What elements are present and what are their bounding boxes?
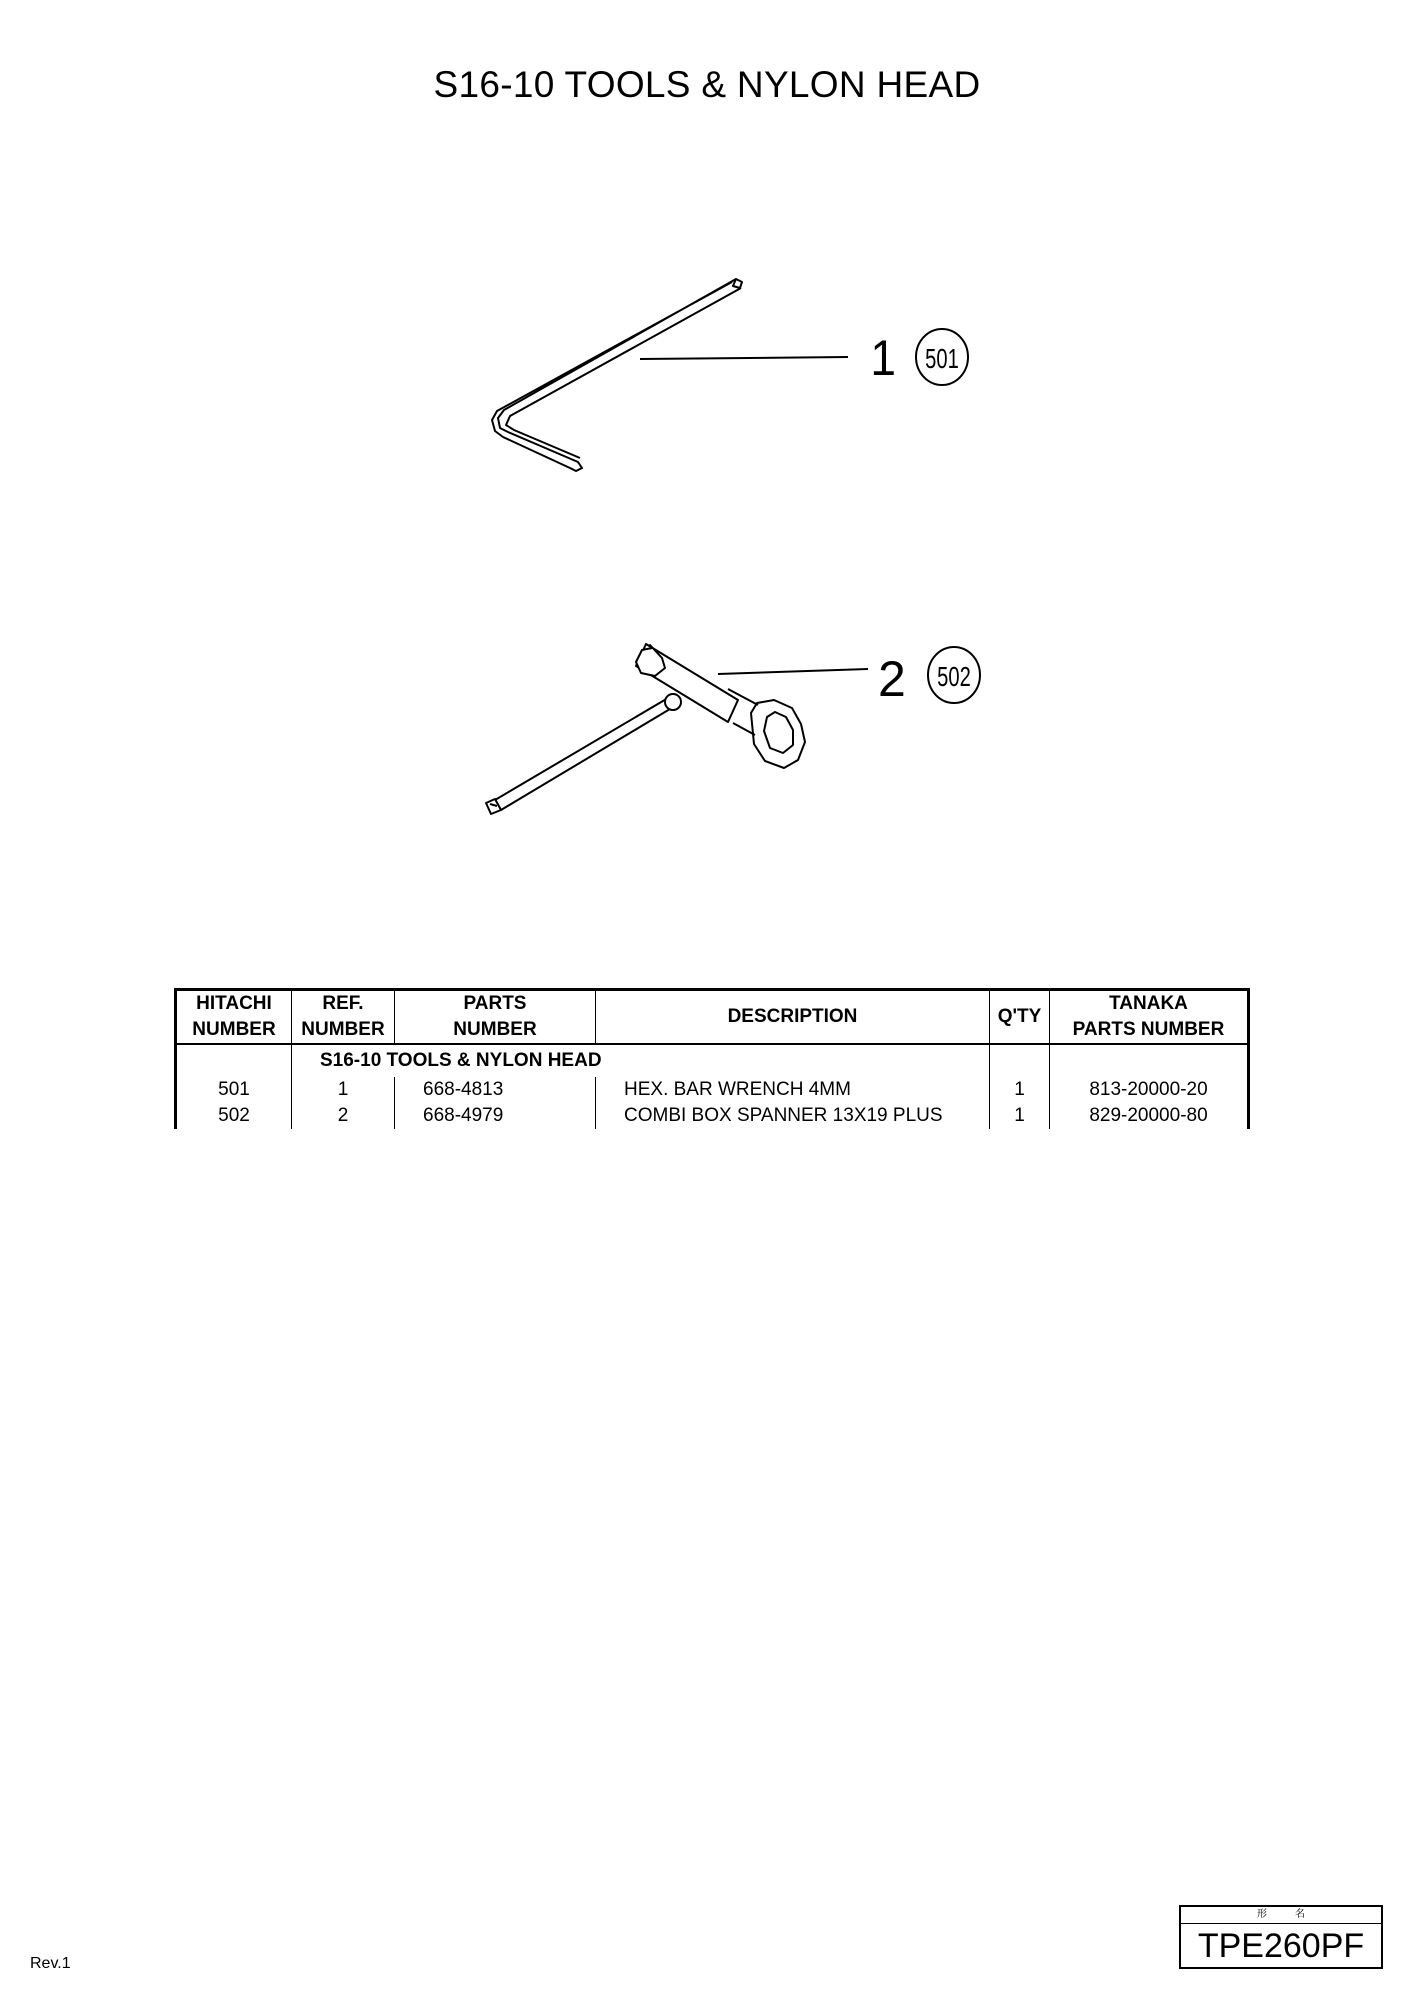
header-hitachi: HITACHI xyxy=(176,990,292,1018)
callout-ref-2: 2 xyxy=(878,651,906,707)
callout-part-2: 502 xyxy=(937,661,971,693)
parts-table xyxy=(174,988,1250,1129)
cell-ref: 1 xyxy=(292,1077,395,1103)
table-row xyxy=(176,1103,1249,1129)
hex-bar-wrench-illustration xyxy=(492,279,848,471)
cell-description: HEX. BAR WRENCH 4MM xyxy=(596,1077,990,1103)
header-parts-number: NUMBER xyxy=(395,1017,596,1044)
cell-ref: 2 xyxy=(292,1103,395,1129)
header-tanaka-parts-number: PARTS NUMBER xyxy=(1050,1017,1249,1044)
callout-ref-1: 1 xyxy=(870,331,896,387)
cell-tanaka: 813-20000-20 xyxy=(1050,1077,1249,1103)
callout-1 xyxy=(870,329,968,386)
cell-description: COMBI BOX SPANNER 13X19 PLUS xyxy=(596,1103,990,1129)
header-parts: PARTS xyxy=(395,990,596,1018)
cell-hitachi: 501 xyxy=(176,1077,292,1103)
page-title: S16-10 TOOLS & NYLON HEAD xyxy=(433,64,981,105)
model-name: TPE260PF xyxy=(1197,1927,1365,1965)
cell-parts: 668-4813 xyxy=(395,1077,596,1103)
header-ref: REF. xyxy=(292,990,395,1018)
revision-label: Rev.1 xyxy=(30,1955,71,1972)
model-box xyxy=(1179,1905,1383,1969)
cell-parts: 668-4979 xyxy=(395,1103,596,1129)
header-ref-number: NUMBER xyxy=(292,1017,395,1044)
cell-hitachi: 502 xyxy=(176,1103,292,1129)
header-tanaka: TANAKA xyxy=(1050,990,1249,1018)
cell-qty: 1 xyxy=(990,1077,1050,1103)
callout-part-1: 501 xyxy=(925,343,959,375)
header-qty: Q'TY xyxy=(990,990,1050,1045)
combi-box-spanner-illustration xyxy=(486,644,868,814)
cell-qty: 1 xyxy=(990,1103,1050,1129)
cell-tanaka: 829-20000-80 xyxy=(1050,1103,1249,1129)
header-hitachi-number: NUMBER xyxy=(176,1017,292,1044)
callout-2 xyxy=(878,647,980,707)
parts-illustration xyxy=(0,0,1414,900)
table-row xyxy=(176,1077,1249,1103)
table-section-row xyxy=(176,1044,1249,1077)
header-description: DESCRIPTION xyxy=(596,990,990,1045)
model-caption: 形名 xyxy=(1181,1907,1381,1924)
section-title: S16-10 TOOLS & NYLON HEAD xyxy=(292,1044,990,1077)
